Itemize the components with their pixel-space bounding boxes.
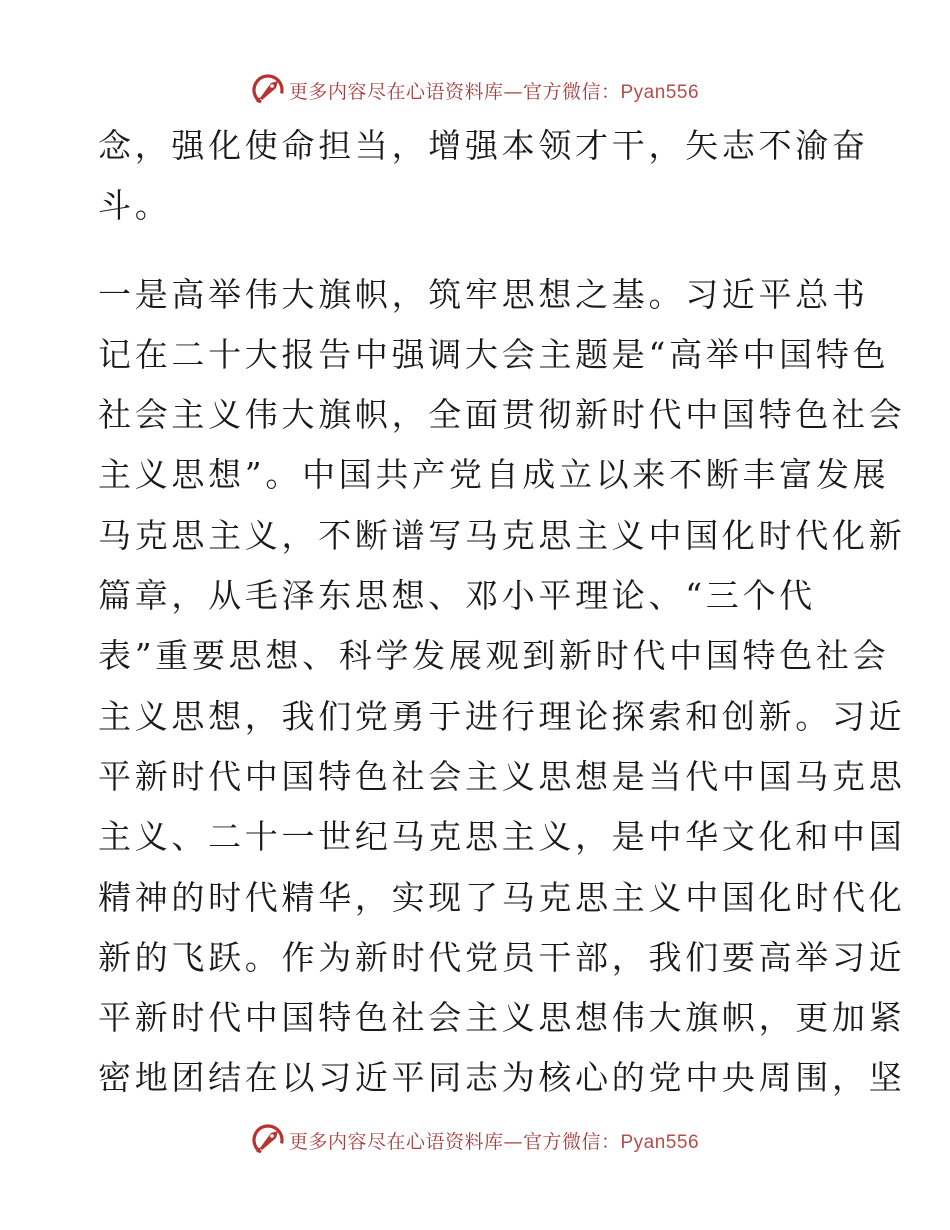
text-line: 记在二十大报告中强调大会主题是“高举中国特色	[98, 334, 890, 374]
header-banner-text: 更多内容尽在心语资料库—官方微信：Pyan556	[288, 80, 700, 103]
text-line: 斗。	[98, 186, 172, 226]
text-line: 篇章，从毛泽东思想、邓小平理论、“三个代	[98, 576, 816, 616]
text-line: 主义思想，我们党勇于进行理论探索和创新。习近	[98, 696, 906, 736]
text-line: 新的飞跃。作为新时代党员干部，我们要高举习近	[98, 937, 906, 977]
header-banner	[0, 70, 950, 110]
text-line: 表”重要思想、科学发展观到新时代中国特色社会	[98, 636, 890, 676]
footer-wechat-id: Pyan556	[620, 1131, 700, 1153]
text-line: 密地团结在以习近平同志为核心的党中央周围，坚	[98, 1058, 906, 1098]
footer-banner-text: 更多内容尽在心语资料库—官方微信：Pyan556	[288, 1130, 700, 1153]
footer-banner	[0, 1120, 950, 1160]
pen-nib-logo-icon	[251, 73, 285, 107]
pen-nib-logo-icon	[251, 1123, 285, 1157]
header-wechat-id: Pyan556	[620, 81, 700, 103]
text-line: 念，强化使命担当，增强本领才干，矢志不渝奋	[98, 126, 869, 165]
text-line: 社会主义伟大旗帜，全面贯彻新时代中国特色社会	[98, 395, 906, 435]
document-body	[98, 116, 906, 1109]
text-line: 平新时代中国特色社会主义思想伟大旗帜，更加紧	[98, 998, 906, 1038]
text-line: 平新时代中国特色社会主义思想是当代中国马克思	[98, 756, 906, 796]
text-line: 马克思主义，不断谱写马克思主义中国化时代化新	[98, 515, 906, 555]
text-line: 精神的时代精华，实现了马克思主义中国化时代化	[98, 877, 906, 917]
text-line: 主义、二十一世纪马克思主义，是中华文化和中国	[98, 817, 906, 857]
text-line: 一是高举伟大旗帜，筑牢思想之基。习近平总书	[98, 274, 869, 314]
text-line: 主义思想”。中国共产党自成立以来不断丰富发展	[98, 455, 890, 495]
